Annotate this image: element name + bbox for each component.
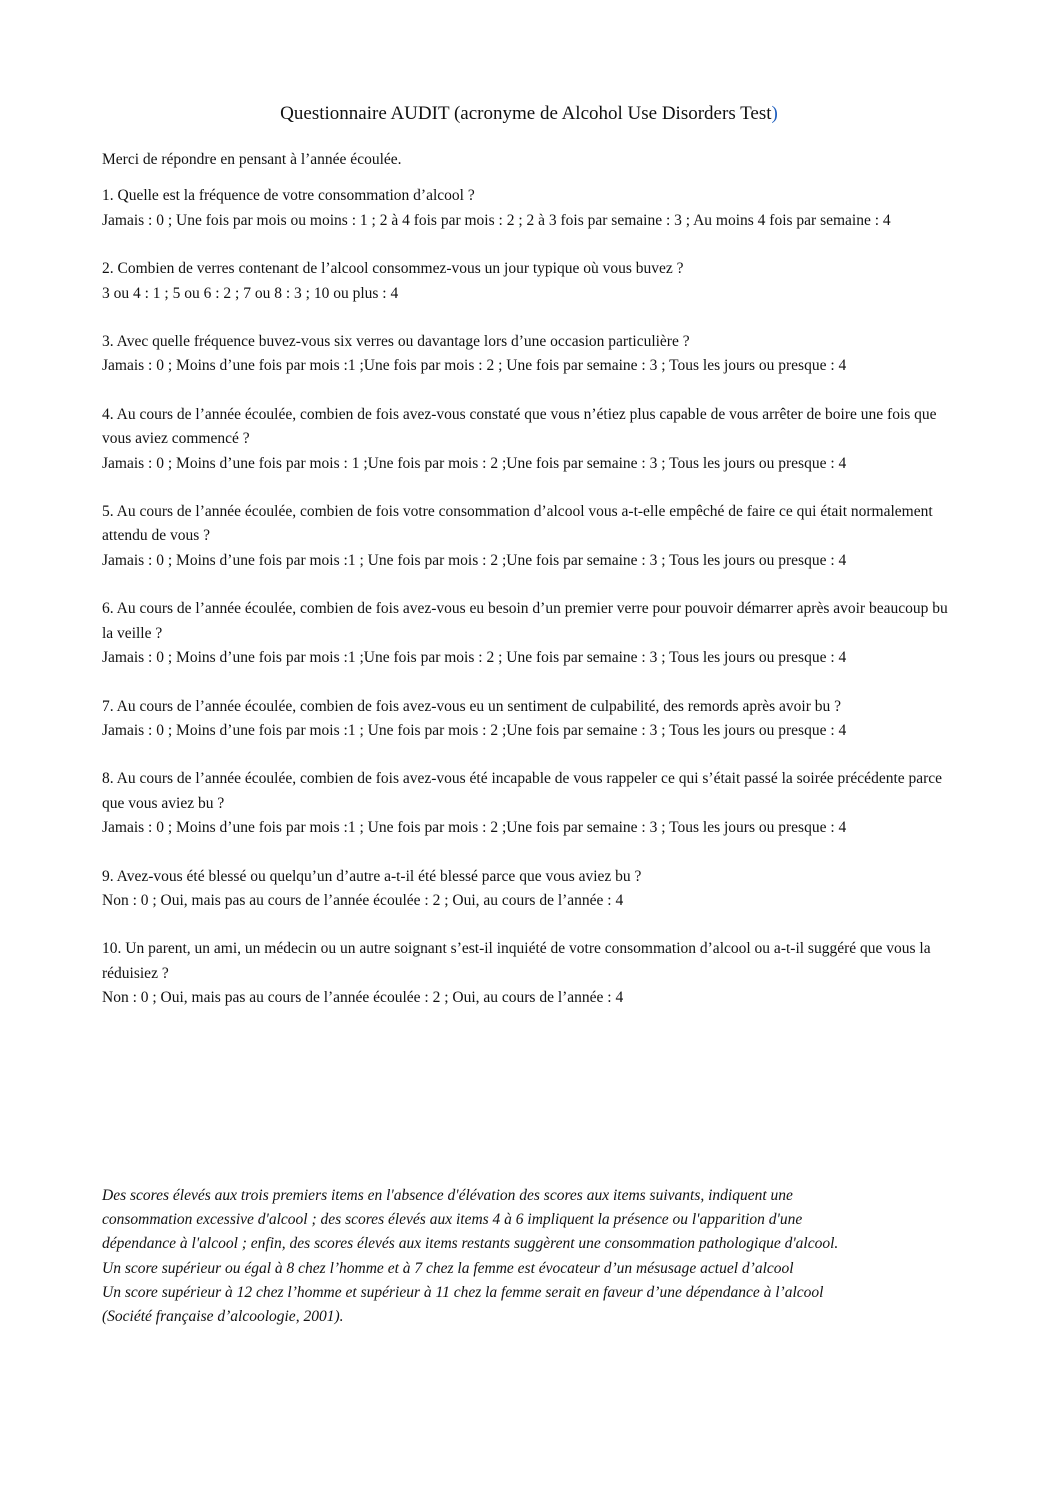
title-closing-paren: )	[771, 103, 778, 124]
question-3	[102, 330, 962, 379]
answer-scale: Jamais : 0 ; Moins d’une fois par mois :1 ; Une fois par mois : 2 ;Une fois par semaine : 3 ; Tous les jours ou presque : 4	[102, 721, 847, 739]
question-6	[102, 597, 962, 670]
note-line: Un score supérieur ou égal à 8 chez l’homme et à 7 chez la femme est évocateur d’un mésusage actuel d’alcool	[102, 1259, 794, 1277]
question-2	[102, 257, 962, 306]
title-text: Questionnaire AUDIT (acronyme de Alcohol Use Disorders Test	[280, 103, 772, 124]
question-10	[102, 937, 962, 1010]
question-text: 1. Quelle est la fréquence de votre consommation d’alcool ?	[102, 187, 475, 205]
question-text: 4. Au cours de l’année écoulée, combien de fois avez-vous constaté que vous n’étiez plus capable de vous arrêter de boire une fois que vous aviez commencé ?	[102, 405, 937, 448]
question-text: 2. Combien de verres contenant de l’alcool consommez-vous un jour typique où vous buvez ?	[102, 260, 684, 278]
question-4	[102, 403, 962, 476]
answer-scale: Jamais : 0 ; Moins d’une fois par mois :1 ; Une fois par mois : 2 ;Une fois par semaine : 3 ; Tous les jours ou presque : 4	[102, 551, 847, 569]
question-9	[102, 865, 962, 914]
page-title	[0, 101, 1058, 127]
question-text: 8. Au cours de l’année écoulée, combien de fois avez-vous été incapable de vous rappeler ce qui s’était passé la soirée précédente parce que vous aviez bu ?	[102, 770, 943, 812]
question-7	[102, 695, 962, 744]
answer-scale: Non : 0 ; Oui, mais pas au cours de l’année écoulée : 2 ; Oui, au cours de l’année : 4	[102, 989, 624, 1007]
note-line: Des scores élevés aux trois premiers items en l'absence d'élévation des scores aux items suivants, indiquent une	[102, 1187, 793, 1204]
question-text: 3. Avec quelle fréquence buvez-vous six verres ou davantage lors d’une occasion particulière ?	[102, 333, 690, 351]
intro-text: Merci de répondre en pensant à l’année écoulée.	[102, 151, 402, 168]
answer-scale: Non : 0 ; Oui, mais pas au cours de l’année écoulée : 2 ; Oui, au cours de l’année : 4	[102, 891, 624, 909]
answer-scale: Jamais : 0 ; Moins d’une fois par mois :1 ; Une fois par mois : 2 ;Une fois par semaine : 3 ; Tous les jours ou presque : 4	[102, 819, 847, 837]
answer-scale: Jamais : 0 ; Moins d’une fois par mois :1 ;Une fois par mois : 2 ; Une fois par semaine : 3 ; Tous les jours ou presque : 4	[102, 649, 847, 667]
questionnaire-body	[102, 148, 962, 1035]
question-text: 6. Au cours de l’année écoulée, combien de fois avez-vous eu besoin d’un premier verre pour pouvoir démarrer après avoir beaucoup bu la veille ?	[102, 600, 948, 642]
question-5	[102, 500, 962, 573]
question-text: 9. Avez-vous été blessé ou quelqu’un d’autre a-t-il été blessé parce que vous aviez bu ?	[102, 867, 642, 885]
note-line: Un score supérieur à 12 chez l’homme et supérieur à 11 chez la femme serait en faveur d’une dépendance à l’alcool	[102, 1283, 824, 1301]
question-1	[102, 184, 962, 233]
question-text: 5. Au cours de l’année écoulée, combien de fois votre consommation d’alcool vous a-t-elle empêché de faire ce qui était normalement attendu de vous ?	[102, 503, 933, 545]
answer-scale: Jamais : 0 ; Moins d’une fois par mois :1 ;Une fois par mois : 2 ; Une fois par semaine : 3 ; Tous les jours ou presque : 4	[102, 357, 847, 375]
interpretation-note	[102, 1184, 962, 1329]
answer-scale: Jamais : 0 ; Une fois par mois ou moins : 1 ; 2 à 4 fois par mois : 2 ; 2 à 3 fois par semaine : 3 ; Au moins 4 fois par semaine : 4	[102, 211, 891, 229]
answer-scale: Jamais : 0 ; Moins d’une fois par mois : 1 ;Une fois par mois : 2 ;Une fois par semaine : 3 ; Tous les jours ou presque : 4	[102, 454, 847, 472]
note-line: dépendance à l'alcool ; enfin, des scores élevés aux items restants suggèrent une consommation pathologique d'alcool.	[102, 1235, 839, 1253]
question-8	[102, 767, 962, 840]
question-text: 7. Au cours de l’année écoulée, combien de fois avez-vous eu un sentiment de culpabilité, des remords après avoir bu ?	[102, 697, 842, 715]
note-line: (Société française d’alcoologie, 2001).	[102, 1308, 344, 1326]
question-text: 10. Un parent, un ami, un médecin ou un autre soignant s’est-il inquiété de votre consommation d’alcool ou a-t-il suggéré que vous la réduisiez ?	[102, 940, 931, 982]
note-line: consommation excessive d'alcool ; des scores élevés aux items 4 à 6 impliquent la présence ou l'apparition d'une	[102, 1211, 803, 1229]
answer-scale: 3 ou 4 : 1 ; 5 ou 6 : 2 ; 7 ou 8 : 3 ; 10 ou plus : 4	[102, 284, 399, 302]
